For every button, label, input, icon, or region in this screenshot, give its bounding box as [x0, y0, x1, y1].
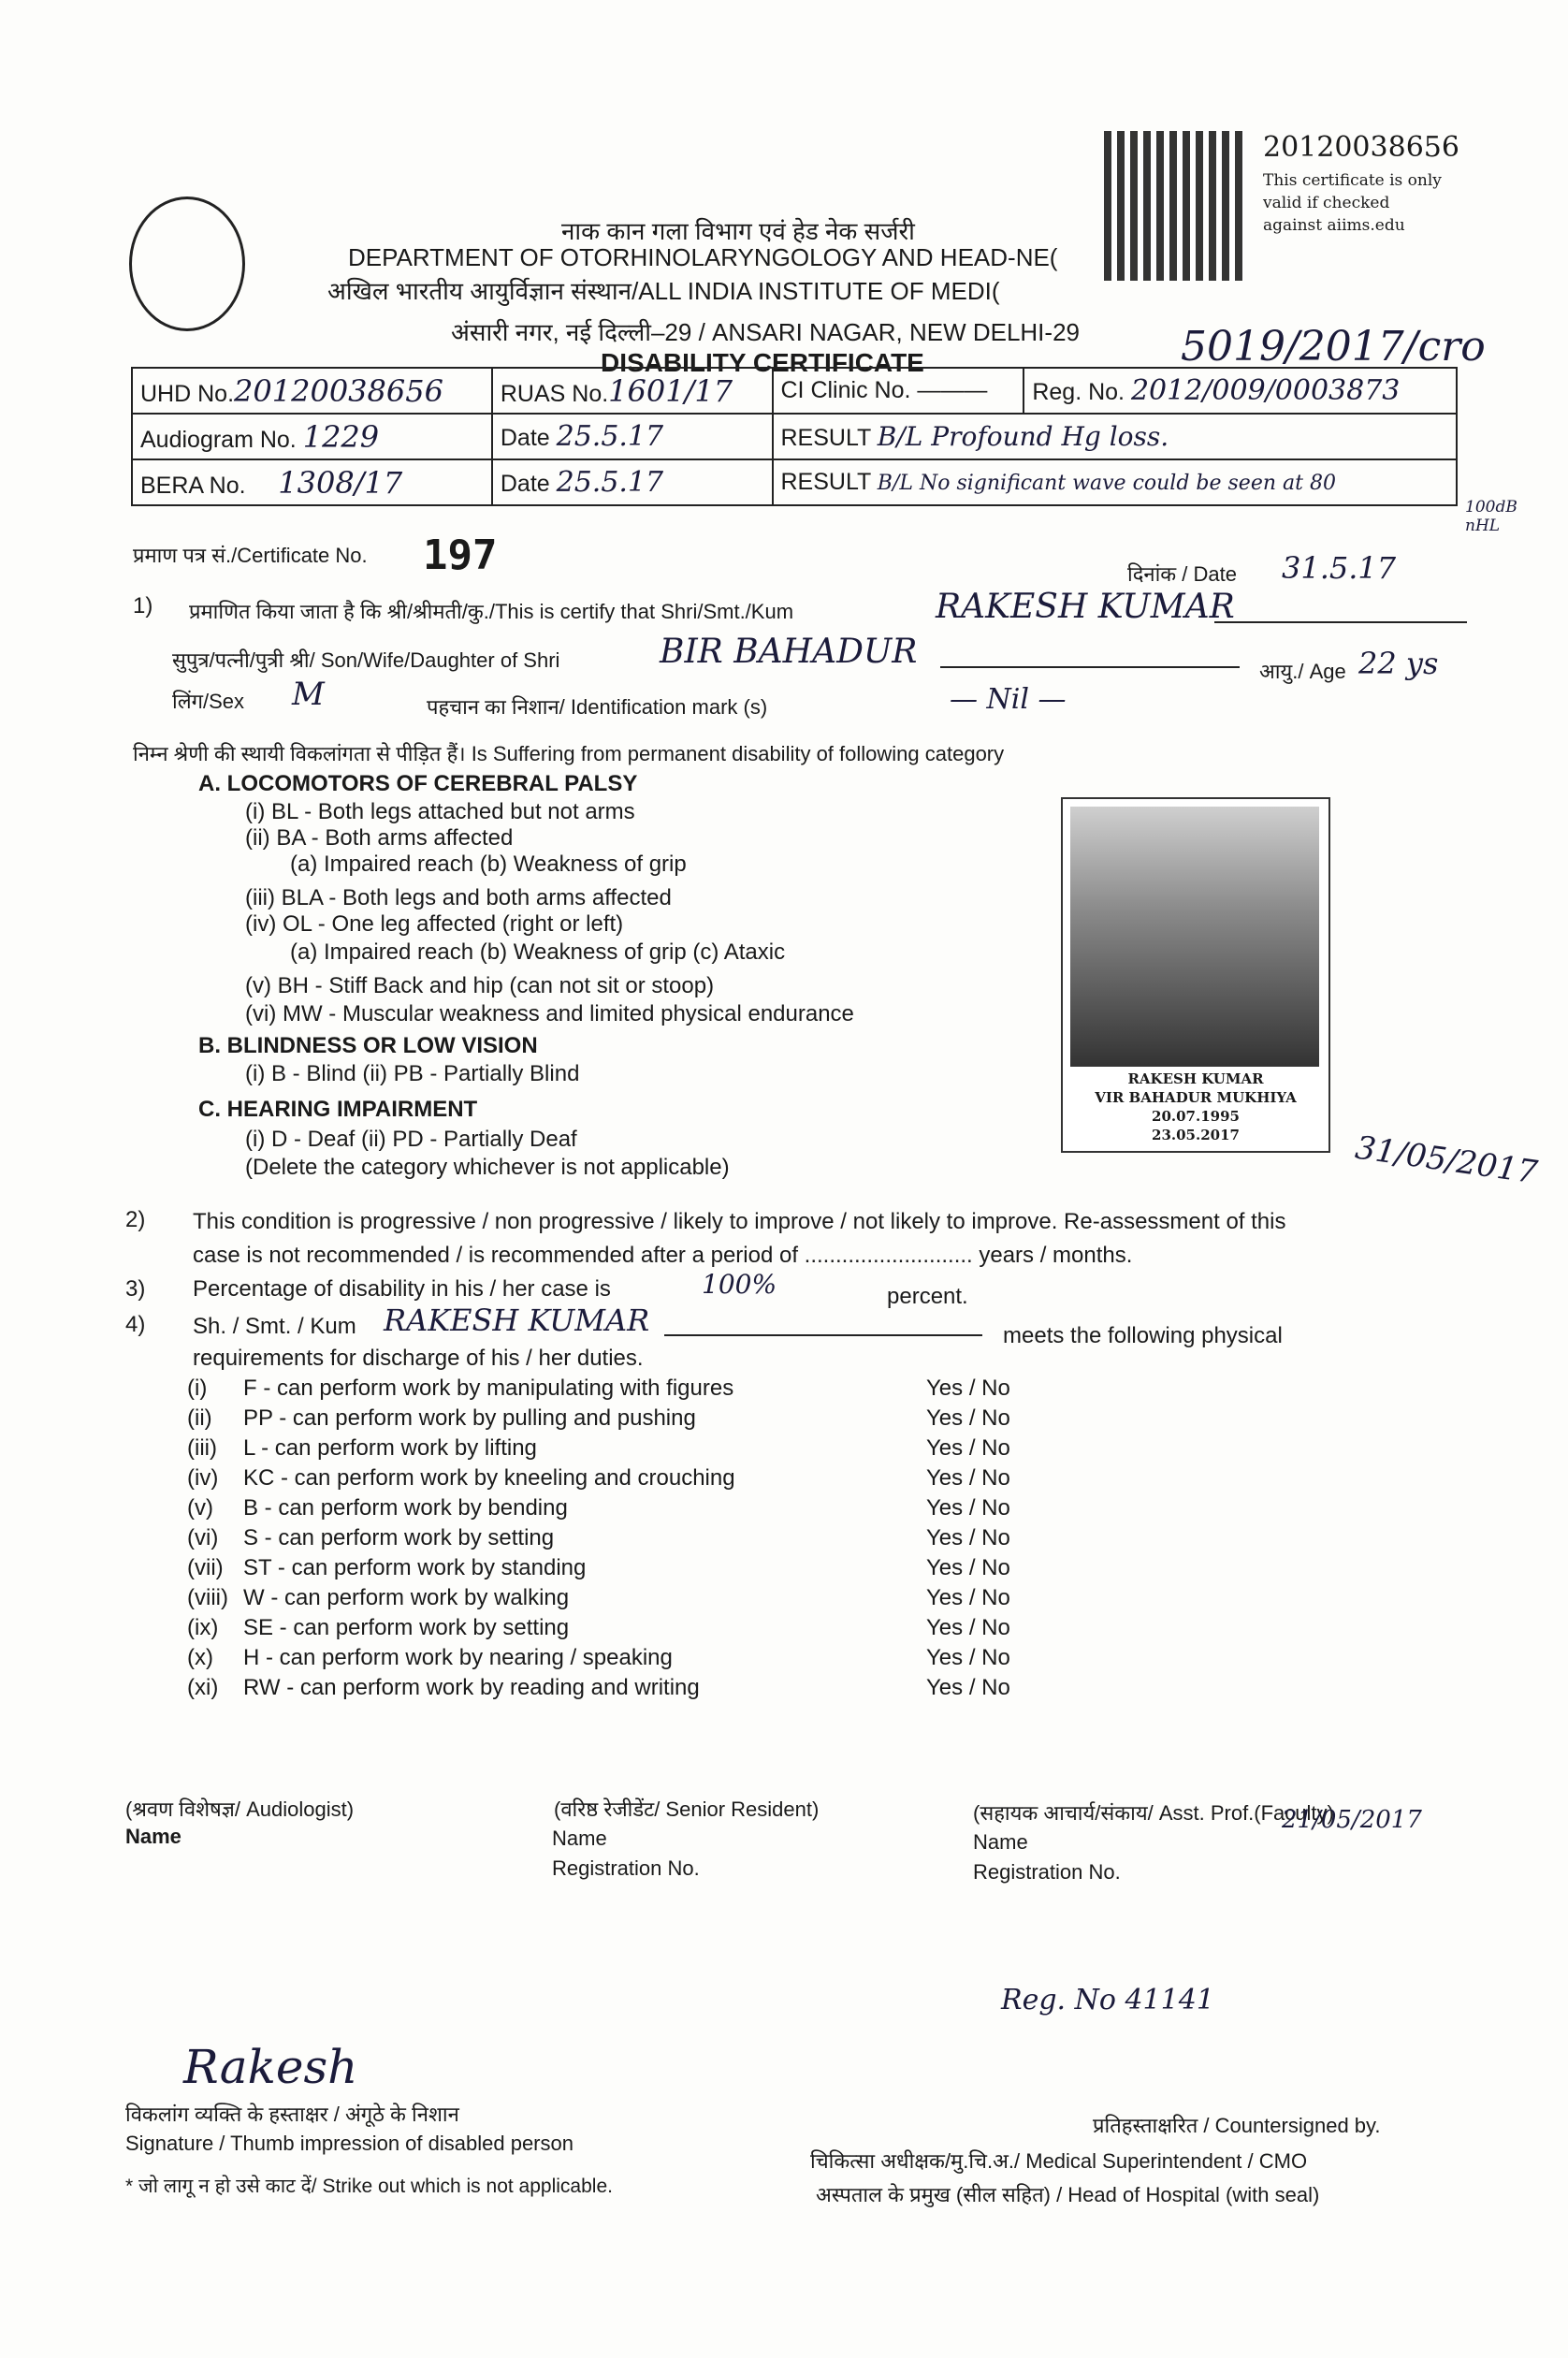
date1-label: Date — [500, 425, 550, 451]
date1-value: 25.5.17 — [556, 420, 664, 453]
date2-label: Date — [500, 471, 550, 497]
item-4-number: 4) — [125, 1312, 146, 1337]
category-row: A. LOCOMOTORS OF CEREBRAL PALSY — [198, 771, 638, 796]
name-underline — [1214, 621, 1467, 623]
qr-note-3: against aiims.edu — [1263, 216, 1405, 235]
yes-no-value: Yes / No — [926, 1585, 1010, 1610]
institute-name: अखिल भारतीय आयुर्विज्ञान संस्थान/ALL INDIA INSTITUTE OF MEDI( — [327, 277, 1000, 305]
photo-caption-date: 23.05.2017 — [1152, 1127, 1240, 1143]
category-row: C. HEARING IMPAIRMENT — [198, 1097, 478, 1122]
senior-resident-name-label: Name — [552, 1827, 607, 1850]
uhd-label: UHD No. — [140, 380, 235, 407]
item-2-line-2: case is not recommended / is recommended after a period of ........................... years / months. — [193, 1243, 1133, 1268]
yes-no-value: Yes / No — [926, 1645, 1010, 1670]
audiogram-cell — [132, 414, 492, 459]
category-row: (vi) MW - Muscular weakness and limited physical endurance — [245, 1001, 854, 1026]
ruas-cell — [492, 368, 773, 414]
dept-name-hindi: नाक कान गला विभाग एवं हेड नेक सर्जरी — [561, 217, 915, 245]
requirement-row: (vi) S - can perform work by setting — [187, 1525, 555, 1550]
ruas-label: RUAS No. — [500, 380, 609, 407]
patient-portrait-icon — [1070, 807, 1319, 1067]
audiologist-label: (श्रवण विशेषज्ञ/ Audiologist) — [125, 1798, 355, 1821]
item-1-number: 1) — [133, 593, 153, 619]
senior-resident-label: (वरिष्ठ रेजीडेंट/ Senior Resident) — [554, 1798, 820, 1821]
yes-no-value: Yes / No — [926, 1376, 1010, 1401]
category-row: (ii) BA - Both arms affected — [245, 825, 514, 851]
requirement-row: (vii) ST - can perform work by standing — [187, 1555, 587, 1580]
patient-signature-label: Signature / Thumb impression of disabled person — [125, 2132, 573, 2155]
dept-name-english: DEPARTMENT OF OTORHINOLARYNGOLOGY AND HEAD-NE( — [348, 243, 1058, 271]
result1-cell — [773, 414, 1458, 459]
son-of-text: सुपुत्र/पत्नी/पुत्री श्री/ Son/Wife/Daughter of Shri — [172, 648, 560, 672]
requirements-list — [187, 1376, 735, 1705]
date2-cell — [492, 459, 773, 505]
reg-cell — [1024, 368, 1457, 414]
result1-label: RESULT — [780, 425, 871, 451]
qr-note-1: This certificate is only — [1263, 171, 1442, 190]
disability-percentage: 100% — [702, 1269, 777, 1300]
requirement-row: (ii) PP - can perform work by pulling and pushing — [187, 1405, 696, 1431]
person-name: RAKESH KUMAR — [936, 588, 1235, 626]
category-row: (Delete the category whichever is not applicable) — [245, 1155, 730, 1180]
yes-no-value: Yes / No — [926, 1405, 1010, 1431]
reg-value: 2012/009/0003873 — [1130, 374, 1401, 407]
document-title: DISABILITY CERTIFICATE — [601, 348, 924, 377]
patient-signature: Rakesh — [183, 2040, 358, 2094]
photo-caption-father: VIR BAHADUR MUKHIYA — [1095, 1089, 1297, 1106]
patient-signature-label-hindi: विकलांग व्यक्ति के हस्ताक्षर / अंगूठे के निशान — [125, 2103, 459, 2126]
patient-photo — [1061, 797, 1330, 1153]
uhd-cell — [132, 368, 492, 414]
ruas-value: 1601/17 — [608, 372, 733, 409]
sex-value: M — [292, 676, 325, 713]
asst-prof-label: (सहायक आचार्य/संकाय/ Asst. Prof.(Faculty) — [973, 1801, 1334, 1825]
requirement-row: (v) B - can perform work by bending — [187, 1495, 568, 1521]
asst-prof-registration-label: Registration No. — [973, 1860, 1121, 1884]
photo-caption-dob: 20.07.1995 — [1152, 1108, 1240, 1125]
identification-mark-value: — Nil — — [950, 683, 1067, 716]
margin-date: 31/05/2017 — [1353, 1128, 1540, 1192]
yes-no-value: Yes / No — [926, 1435, 1010, 1461]
sex-label: लिंग/Sex — [172, 690, 245, 713]
audiogram-label: Audiogram No. — [140, 426, 297, 453]
item-3-suffix: percent. — [887, 1284, 968, 1309]
category-row: B. BLINDNESS OR LOW VISION — [198, 1033, 538, 1058]
identification-mark-label: पहचान का निशान/ Identification mark (s) — [427, 695, 768, 719]
category-intro: निम्न श्रेणी की स्थायी विकलांगता से पीड़ित हैं। Is Suffering from permanent disability of following category — [133, 742, 1005, 765]
certificate-no-value: 197 — [423, 531, 498, 579]
uhd-value: 20120038656 — [234, 372, 443, 409]
bera-value: 1308/17 — [278, 464, 403, 501]
requirement-row: (x) H - can perform work by nearing / speaking — [187, 1645, 673, 1670]
requirement-row: (xi) RW - can perform work by reading and writing — [187, 1675, 700, 1700]
yes-no-value: Yes / No — [926, 1525, 1010, 1550]
category-row: (iii) BLA - Both legs and both arms affected — [245, 885, 672, 910]
certificate-no-label: प्रमाण पत्र सं./Certificate No. — [133, 544, 368, 567]
aiims-emblem-icon — [129, 196, 245, 331]
result2-label: RESULT — [780, 469, 871, 495]
qr-code-icon — [1104, 131, 1244, 281]
requirement-row: (iv) KC - can perform work by kneeling and crouching — [187, 1465, 735, 1491]
age-label: आयु./ Age — [1259, 660, 1346, 683]
audiogram-value: 1229 — [302, 418, 380, 455]
category-row: (a) Impaired reach (b) Weakness of grip — [290, 852, 687, 877]
father-name: BIR BAHADUR — [660, 633, 918, 671]
category-row: (i) D - Deaf (ii) PD - Partially Deaf — [245, 1127, 577, 1152]
category-row: (a) Impaired reach (b) Weakness of grip (c) Ataxic — [290, 939, 786, 965]
asst-prof-name-label: Name — [973, 1830, 1028, 1854]
item-4-text: Sh. / Smt. / Kum — [193, 1314, 356, 1339]
date-label: दिनांक / Date — [1127, 562, 1237, 586]
yes-no-value: Yes / No — [926, 1465, 1010, 1491]
item-4-line-2: requirements for discharge of his / her duties. — [193, 1346, 644, 1371]
date2-value: 25.5.17 — [556, 466, 664, 499]
yes-no-value: Yes / No — [926, 1555, 1010, 1580]
result2-cell — [773, 459, 1458, 505]
requirement-row: (viii) W - can perform work by walking — [187, 1585, 570, 1610]
category-row: (iv) OL - One leg affected (right or left) — [245, 911, 624, 937]
audiologist-name-label: Name — [125, 1825, 181, 1848]
requirement-row: (ix) SE - can perform work by setting — [187, 1615, 570, 1640]
category-list — [198, 771, 854, 1183]
qr-number: 20120038656 — [1263, 131, 1459, 164]
item-2-line-1: This condition is progressive / non progressive / likely to improve / not likely to improve. Re-assessment of this — [193, 1209, 1286, 1234]
head-of-hospital-label: अस्पताल के प्रमुख (सील सहित) / Head of Hospital (with seal) — [816, 2183, 1320, 2206]
yes-no-value: Yes / No — [926, 1615, 1010, 1640]
bera-cell — [132, 459, 492, 505]
requirement-row: (i) F - can perform work by manipulating with figures — [187, 1376, 734, 1401]
yes-no-value: Yes / No — [926, 1495, 1010, 1521]
certify-text: प्रमाणित किया जाता है कि श्री/श्रीमती/कु./This is certify that Shri/Smt./Kum — [189, 600, 794, 623]
handwritten-reference: 5019/2017/cro — [1181, 323, 1486, 371]
item-4-underline — [664, 1334, 982, 1336]
yes-no-column — [926, 1376, 1010, 1705]
photo-caption-name: RAKESH KUMAR — [1127, 1070, 1264, 1087]
medical-superintendent-label: चिकित्सा अधीक्षक/मु.चि.अ./ Medical Superintendent / CMO — [810, 2149, 1308, 2173]
senior-resident-registration-label: Registration No. — [552, 1856, 700, 1880]
ci-clinic-cell: CI Clinic No. ——— — [773, 368, 1024, 414]
category-row: (v) BH - Stiff Back and hip (can not sit or stoop) — [245, 973, 715, 998]
date-value: 31.5.17 — [1282, 550, 1397, 586]
ci-clinic-label: CI Clinic No. — [780, 377, 911, 403]
yes-no-value: Yes / No — [926, 1675, 1010, 1700]
strike-out-note: * जो लागू न हो उसे काट दें/ Strike out which is not applicable. — [125, 2176, 613, 2197]
handwritten-registration-no: Reg. No 41141 — [1001, 1984, 1214, 2016]
date1-cell — [492, 414, 773, 459]
institute-address: अंसारी नगर, नई दिल्ली–29 / ANSARI NAGAR, NEW DELHI-29 — [451, 318, 1080, 346]
signature-date: 21/05/2017 — [1282, 1806, 1422, 1834]
age-value: 22 ys — [1358, 646, 1439, 681]
result2-value: B/L No significant wave could be seen at 80 — [877, 472, 1336, 495]
item-3-number: 3) — [125, 1276, 146, 1302]
margin-note: 100dB nHL — [1465, 498, 1517, 535]
item-4-name: RAKESH KUMAR — [384, 1303, 650, 1338]
bera-label: BERA No. — [140, 472, 246, 499]
item-2-number: 2) — [125, 1207, 146, 1232]
item-3-text: Percentage of disability in his / her case is — [193, 1276, 611, 1302]
item-4-suffix: meets the following physical — [1003, 1323, 1283, 1348]
certificate-info-table — [131, 367, 1458, 506]
requirement-row: (iii) L - can perform work by lifting — [187, 1435, 537, 1461]
countersigned-label: प्रतिहस्ताक्षरित / Countersigned by. — [1093, 2114, 1381, 2137]
category-row: (i) BL - Both legs attached but not arms — [245, 799, 635, 824]
reg-label: Reg. No. — [1032, 379, 1125, 405]
father-underline — [940, 666, 1240, 668]
result1-value: B/L Profound Hg loss. — [877, 421, 1169, 452]
qr-note-2: valid if checked — [1263, 194, 1390, 212]
category-row: (i) B - Blind (ii) PB - Partially Blind — [245, 1061, 580, 1086]
